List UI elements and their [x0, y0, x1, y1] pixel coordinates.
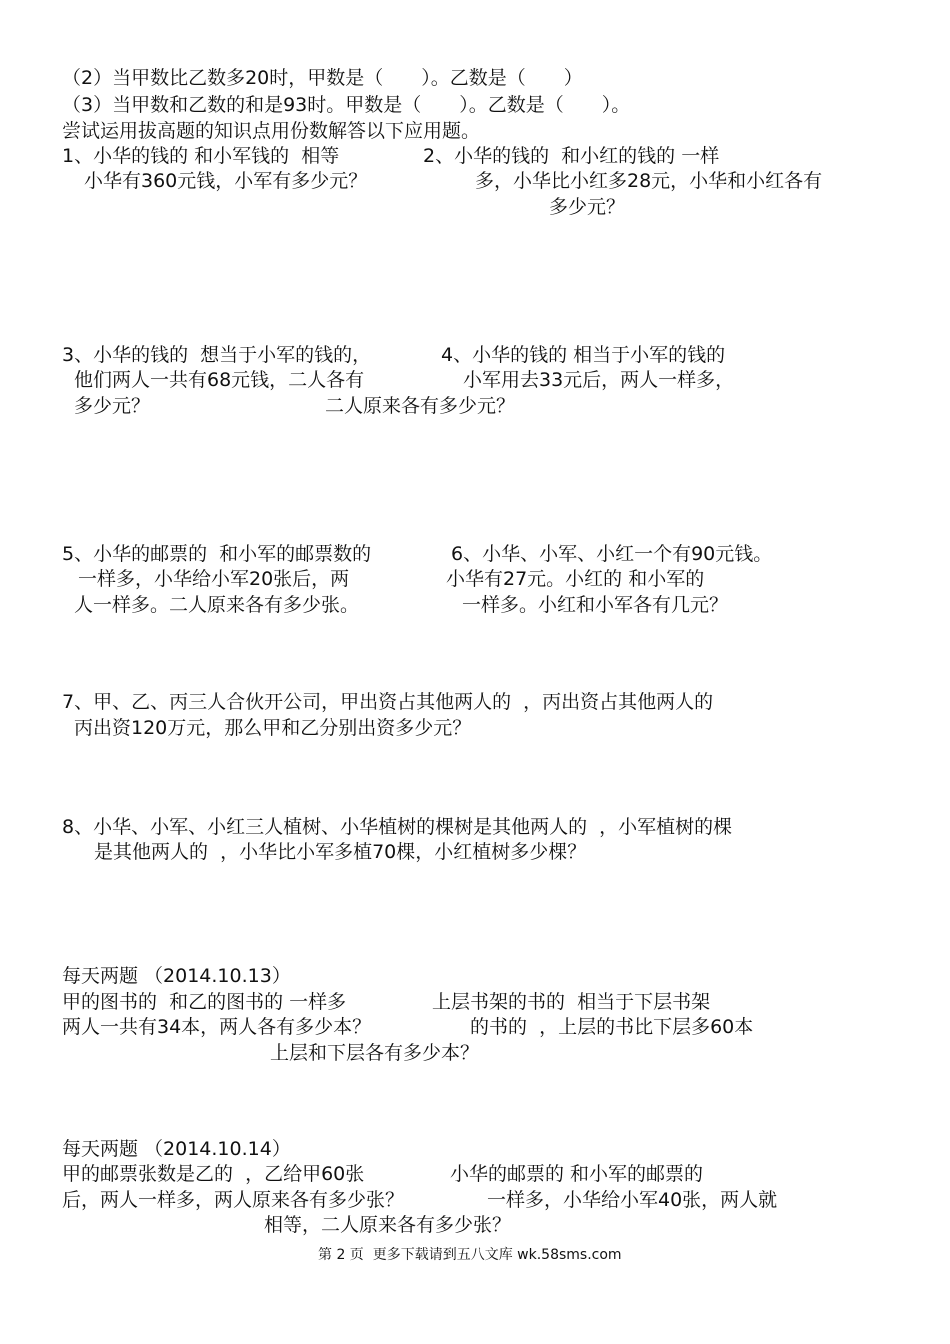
- daily-heading-1: 每天两题 （2014.10.13）: [62, 965, 291, 987]
- daily-1-b-line-2: 的书的 ，上层的书比下层多60本: [470, 1016, 754, 1038]
- problem-6-line-1: 6、小华、小军、小红一个有90元钱。: [451, 543, 773, 565]
- problem-3-line-1: 3、小华的钱的 想当于小军的钱的，: [62, 344, 372, 366]
- text-line: 尝试运用拔高题的知识点用份数解答以下应用题。: [62, 120, 481, 142]
- problem-5-line-3: 人一样多。二人原来各有多少张。: [74, 594, 360, 616]
- daily-1-a-line-1: 甲的图书的 和乙的图书的 一样多: [62, 991, 347, 1013]
- problem-7-line-2: 丙出资120万元，那么甲和乙分别出资多少元？: [74, 717, 472, 739]
- problem-1-line-2: 小华有360元钱，小军有多少元？: [84, 170, 368, 192]
- daily-2-a-line-2: 后，两人一样多，两人原来各有多少张？: [62, 1189, 405, 1211]
- problem-8-line-1: 8、小华、小军、小红三人植树、小华植树的棵树是其他两人的 ，小军植树的棵: [62, 816, 733, 838]
- daily-1-a-line-2: 两人一共有34本，两人各有多少本？: [62, 1016, 372, 1038]
- daily-2-b-line-2: 一样多，小华给小军40张，两人就: [487, 1189, 778, 1211]
- problem-8-line-2: 是其他两人的 ，小华比小军多植70棵，小红植树多少棵？: [94, 841, 587, 863]
- daily-2-b-line-1: 小华的邮票的 和小军的邮票的: [450, 1163, 704, 1185]
- page-footer: 第 2 页 更多下载请到五八文库 wk.58sms.com: [318, 1247, 622, 1263]
- daily-1-b-line-1: 上层书架的书的 相当于下层书架: [432, 991, 711, 1013]
- problem-4-line-3: 二人原来各有多少元？: [325, 395, 516, 417]
- problem-6-line-2: 小华有27元。小红的 和小军的: [446, 568, 705, 590]
- problem-2-line-1: 2、小华的钱的 和小红的钱的 一样: [423, 145, 720, 167]
- problem-1-line-1: 1、小华的钱的 和小军钱的 相等: [62, 145, 340, 167]
- problem-2-line-3: 多少元？: [549, 196, 626, 218]
- problem-5-line-2: 一样多，小华给小军20张后，两: [78, 568, 350, 590]
- text-line: （2）当甲数比乙数多20时，甲数是（ ）。乙数是（ ）: [62, 67, 583, 89]
- problem-4-line-1: 4、小华的钱的 相当于小军的钱的: [441, 344, 726, 366]
- problem-5-line-1: 5、小华的邮票的 和小军的邮票数的: [62, 543, 372, 565]
- problem-6-line-3: 一样多。小红和小军各有几元？: [462, 594, 729, 616]
- daily-2-b-line-3: 相等，二人原来各有多少张？: [264, 1214, 512, 1236]
- daily-2-a-line-1: 甲的邮票张数是乙的 ，乙给甲60张: [62, 1163, 365, 1185]
- problem-3-line-3: 多少元？: [74, 395, 151, 417]
- problem-3-line-2: 他们两人一共有68元钱，二人各有: [74, 369, 365, 391]
- text-line: （3）当甲数和乙数的和是93时。甲数是（ ）。乙数是（ ）。: [62, 94, 631, 116]
- daily-heading-2: 每天两题 （2014.10.14）: [62, 1138, 291, 1160]
- problem-2-line-2: 多，小华比小红多28元，小华和小红各有: [475, 170, 823, 192]
- problem-4-line-2: 小军用去33元后，两人一样多，: [463, 369, 735, 391]
- daily-1-b-line-3: 上层和下层各有多少本？: [270, 1042, 480, 1064]
- problem-7-line-1: 7、甲、乙、丙三人合伙开公司，甲出资占其他两人的 ，丙出资占其他两人的: [62, 691, 714, 713]
